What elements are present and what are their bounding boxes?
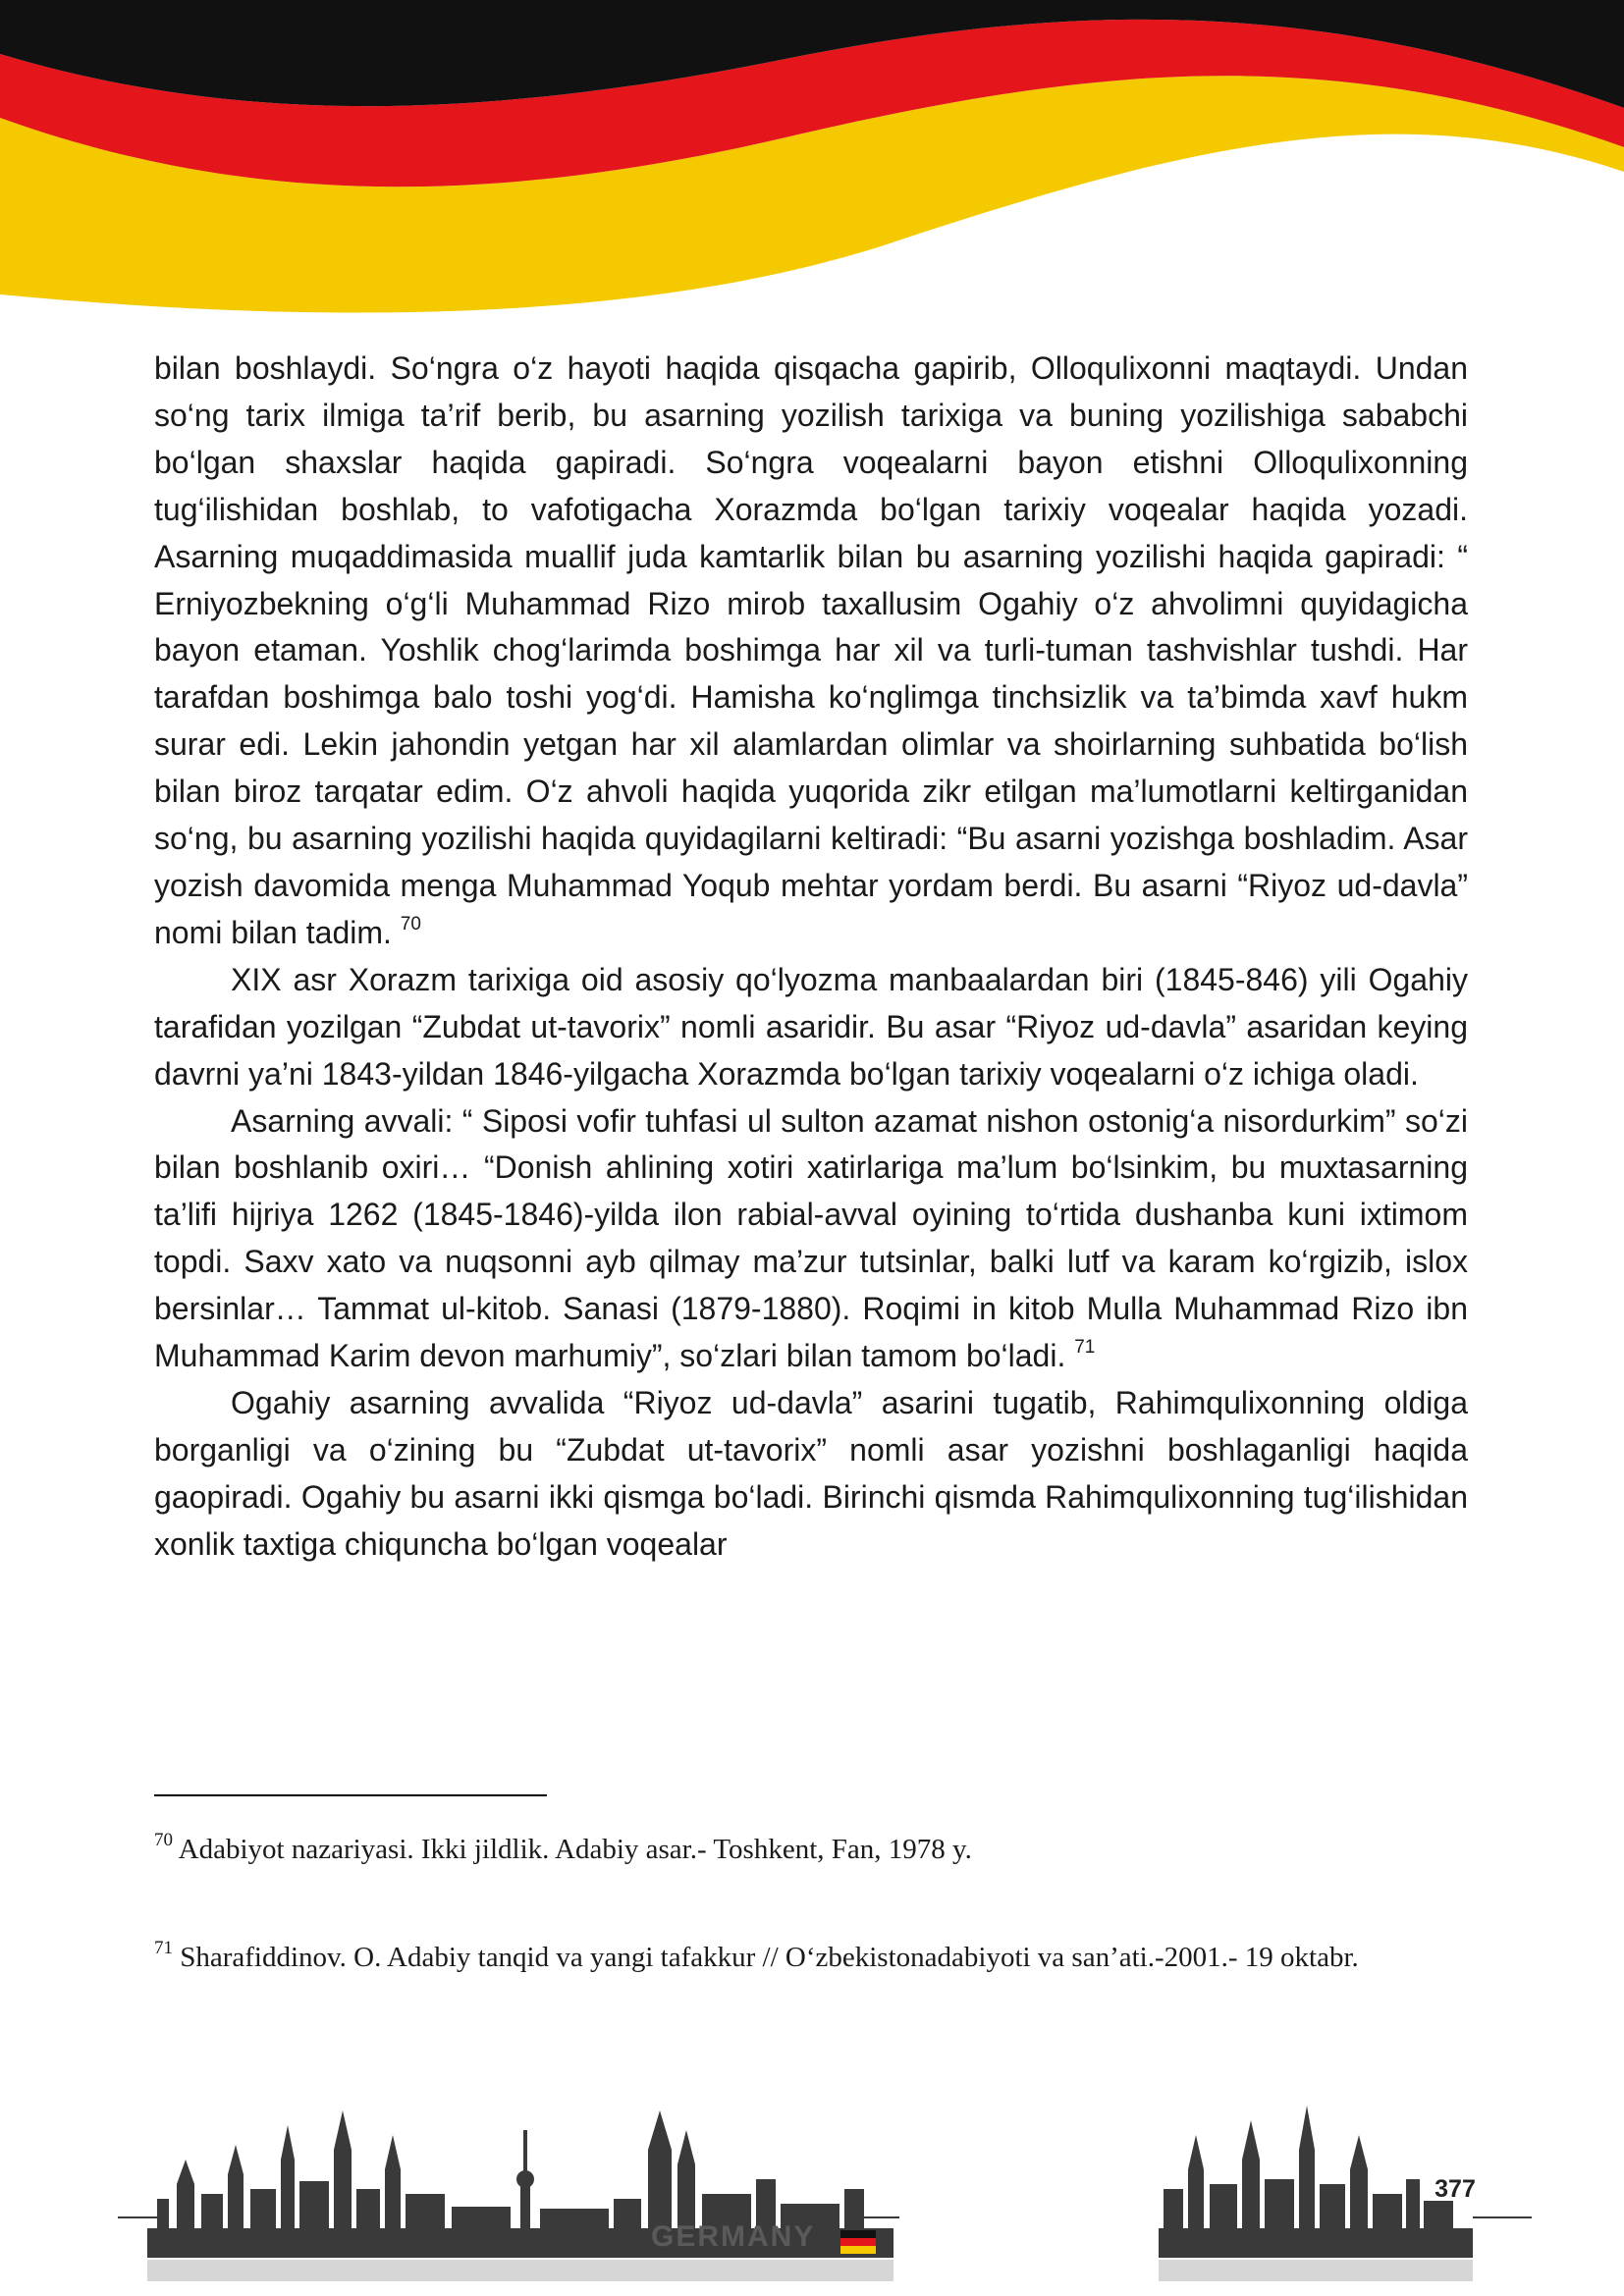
footnote-number: 70 (154, 1830, 173, 1850)
footnote-text: Adabiyot nazariyasi. Ikki jildlik. Adabiy asar.- Toshkent, Fan, 1978 y. (178, 1834, 972, 1865)
footnote-text: Sharafiddinov. O. Adabiy tanqid va yangi tafakkur // O‘zbekistonadabiyoti va san’ati.-2001.- 19 oktabr. (180, 1942, 1359, 1973)
page-number: 377 (1435, 2175, 1476, 2203)
footnote-separator (154, 1794, 547, 1796)
german-city-skyline-icon (118, 2091, 1532, 2296)
paragraph-3 (154, 1098, 1468, 1380)
body-text (154, 346, 1468, 1569)
footnote-ref-70[interactable]: 70 (400, 913, 421, 934)
paragraph-1 (154, 346, 1468, 957)
footnote-70 (154, 1821, 1468, 1878)
footnote-ref-71[interactable]: 71 (1074, 1337, 1096, 1359)
paragraph-2: XIX asr Xorazm tarixiga oid asosiy qo‘lyozma manbaalardan biri (1845-846) yili Ogahiy tarafidan yozilgan “Zubdat ut-tavorix” nomli asaridir. Bu asar “Riyoz ud-davla” asaridan keying davrni ya’ni 1843-yildan 1846-yilgacha Xorazmda bo‘lgan tarixiy voqealarni o‘z ichiga oladi. (154, 961, 1468, 1092)
germany-flag-icon (840, 2230, 876, 2254)
paragraph-4: Ogahiy asarning avvalida “Riyoz ud-davla” asarini tugatib, Rahimqulixonning oldiga borganligi va o‘zining bu “Zubdat ut-tavorix” nomli asar yozishni boshlaganligi haqida gaopiradi. Ogahiy bu asarni ikki qismga bo‘ladi. Birinchi qismda Rahimqulixonning tug‘ilishidan xonlik taxtiga chiquncha bo‘lgan voqealar (154, 1384, 1468, 1562)
paragraph-1-text: bilan boshlaydi. So‘ngra o‘z hayoti haqida qisqacha gapirib, Olloqulixonni maqtaydi. Undan so‘ng tarix ilmiga ta’rif berib, bu asarning yozilish tarixiga va buning yozilishiga sababchi bo‘lgan shaxslar haqida gapiradi. So‘ngra voqealarni bayon etishni Olloqulixonning tug‘ilishidan boshlab, to vafotigacha Xorazmda bo‘lgan tarixiy voqealar haqida yozadi. Asarning muqaddimasida muallif juda kamtarlik bilan bu asarning yozilishi haqida gapiradi: “ Erniyozbekning o‘g‘li Muhammad Rizo mirob taxallusim Ogahiy o‘z ahvolimni quyidagicha bayon etaman. Yoshlik chog‘larimda boshimga har xil va turli-tuman tashvishlar tushdi. Har tarafdan boshimga balo toshi yog‘di. Hamisha ko‘nglimga tinchsizlik va ta’bimda xavf hukm surar edi. Lekin jahondin yetgan har xil alamlardan olimlar va shoirlarning suhbatida bo‘lish bilan biroz tarqatar edim. O‘z ahvoli haqida yuqorida zikr etilgan ma’lumotlarni keltirganidan so‘ng, bu asarning yozilishi haqida quyidagilarni keltiradi: “Bu asarni yozishga boshladim. Asar yozish davomida menga Muhammad Yoqub mehtar yordam berdi. Bu asarni “Riyoz ud-davla” nomi bilan tadim. (154, 350, 1468, 950)
german-flag-banner (0, 0, 1624, 334)
paragraph-3-text: Asarning avvali: “ Siposi vofir tuhfasi ul sulton azamat nishon ostonig‘a nisordurkim” so‘zi bilan boshlanib oxiri… “Donish ahlining xotiri xatirlariga ma’lum bo‘lsinkim, bu muxtasarning ta’lifi hijriya 1262 (1845-1846)-yilda ilon rabial-avval oyining to‘rtida dushanba kuni ixtimom topdi. Saxv xato va nuqsonni ayb qilmay ma’zur tutsinlar, balki lutf va karam ko‘rgizib, islox bersinlar… Tammat ul-kitob. Sanasi (1879-1880). Roqimi in kitob Mulla Muhammad Rizo ibn Muhammad Karim devon marhumiy”, so‘zlari bilan tamom bo‘ladi. (154, 1102, 1468, 1374)
footer-label: GERMANY (651, 2220, 816, 2253)
footnote-71 (154, 1929, 1468, 1986)
footnote-number: 71 (154, 1938, 173, 1958)
